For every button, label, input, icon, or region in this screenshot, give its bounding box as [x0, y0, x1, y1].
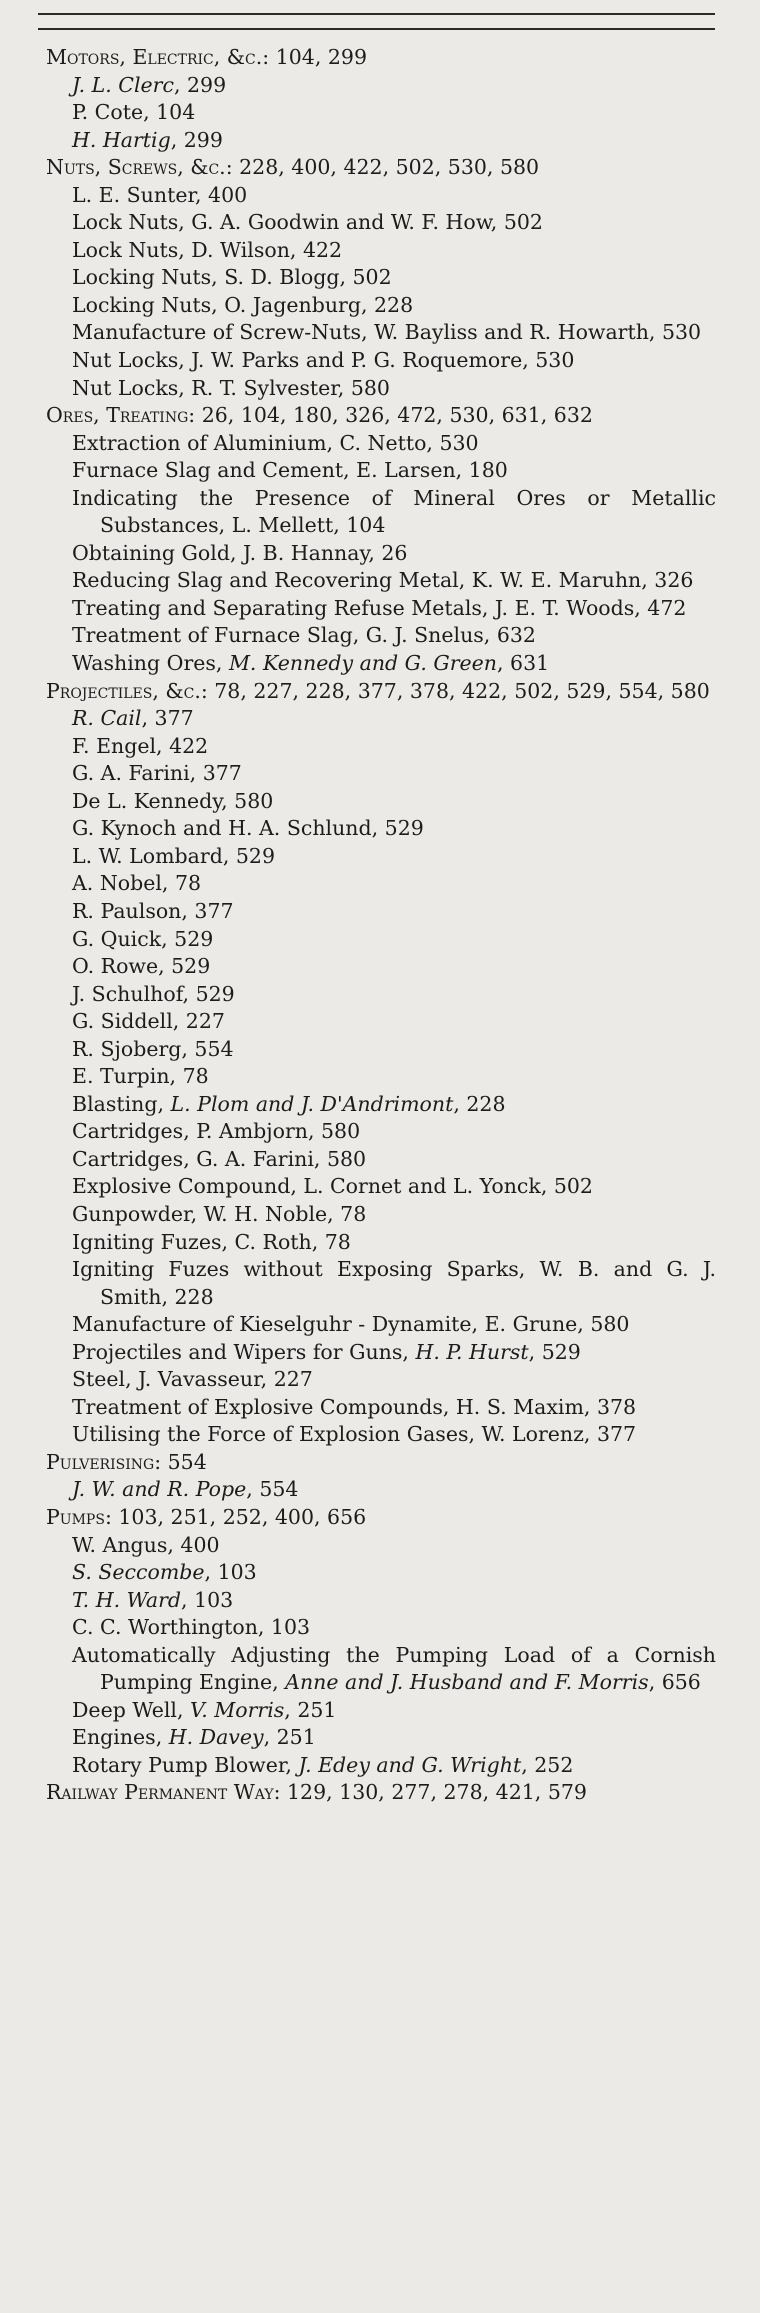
index-entry	[72, 72, 716, 100]
heading-title: Nuts, Screws, &c.	[46, 155, 226, 180]
entry-text: Nut Locks, J. W. Parks and P. G. Roquemore, 530	[72, 348, 575, 373]
index-entry	[72, 375, 716, 403]
index-entry	[72, 1614, 716, 1642]
index-entry	[72, 1063, 716, 1091]
index-entry	[72, 843, 716, 871]
entry-text: Treating and Separating Refuse Metals, J. E. T. Woods, 472	[72, 595, 687, 620]
entry-text: Deep Well,	[72, 1697, 191, 1722]
index-heading	[46, 1504, 716, 1532]
heading-title: Railway Permanent Way	[46, 1780, 274, 1805]
index-entry	[72, 1173, 716, 1201]
index-entry	[72, 347, 716, 375]
entry-text: , 656	[648, 1670, 701, 1695]
entry-text: , 631	[497, 651, 550, 676]
entry-text: Nut Locks, R. T. Sylvester, 580	[72, 375, 390, 400]
entry-text: , 299	[170, 127, 223, 152]
index-entry	[72, 1008, 716, 1036]
entry-text: , 252	[521, 1752, 574, 1777]
entry-author: Anne and J. Husband and F. Morris	[285, 1670, 649, 1695]
entry-text: Projectiles and Wipers for Guns,	[72, 1339, 416, 1364]
index-entry	[72, 1091, 716, 1119]
entry-text: Lock Nuts, G. A. Goodwin and W. F. How, 502	[72, 210, 543, 235]
entry-author: R. Cail	[72, 706, 142, 731]
index-entry	[72, 1229, 716, 1257]
index-entry	[72, 1146, 716, 1174]
index-heading	[46, 1779, 716, 1807]
entry-text: Lock Nuts, D. Wilson, 422	[72, 237, 343, 262]
index-entry	[72, 292, 716, 320]
index-entry	[72, 953, 716, 981]
entry-author: H. Hartig	[72, 127, 171, 152]
entry-text: Utilising the Force of Explosion Gases, W. Lorenz, 377	[72, 1422, 637, 1447]
heading-title: Pulverising	[46, 1449, 155, 1474]
entry-author: L. Plom and J. D'Andrimont	[170, 1091, 454, 1116]
entry-author: J. Edey and G. Wright	[298, 1752, 522, 1777]
heading-pages: : 104, 299	[262, 45, 367, 69]
index-entry	[72, 1256, 716, 1311]
index-entry	[72, 595, 716, 623]
entry-text: Obtaining Gold, J. B. Hannay, 26	[72, 540, 408, 565]
index-entry	[72, 1559, 716, 1587]
entry-text: G. Quick, 529	[72, 926, 214, 951]
index-entry	[72, 650, 716, 678]
entry-text: Explosive Compound, L. Cornet and L. Yonck, 502	[72, 1174, 593, 1199]
entry-text: C. C. Worthington, 103	[72, 1615, 311, 1640]
heading-title: Ores, Treating	[46, 403, 189, 428]
heading-pages: : 228, 400, 422, 502, 530, 580	[225, 155, 540, 180]
entry-text: , 554	[246, 1477, 299, 1502]
index-entry	[72, 1421, 716, 1449]
entry-text: Rotary Pump Blower,	[72, 1752, 299, 1777]
index-entry	[72, 264, 716, 292]
index-entry	[72, 705, 716, 733]
entry-text: Washing Ores,	[72, 651, 229, 676]
entry-text: O. Rowe, 529	[72, 954, 211, 979]
index-heading	[46, 1449, 716, 1477]
entry-author: J. L. Clerc	[72, 72, 174, 97]
entry-text: Blasting,	[72, 1091, 171, 1116]
entry-text: Reducing Slag and Recovering Metal, K. W. E. Maruhn, 326	[72, 568, 694, 593]
index-entry	[72, 1587, 716, 1615]
index-entry	[72, 209, 716, 237]
entry-text: Gunpowder, W. H. Noble, 78	[72, 1201, 367, 1226]
entry-text: G. A. Farini, 377	[72, 761, 242, 786]
entry-text: Treatment of Explosive Compounds, H. S. Maxim, 378	[72, 1394, 637, 1419]
entry-author: S. Seccombe	[72, 1560, 205, 1585]
entry-text: E. Turpin, 78	[72, 1064, 209, 1089]
index-entry	[72, 237, 716, 265]
entry-text: , 251	[263, 1725, 316, 1750]
entry-text: L. E. Sunter, 400	[72, 182, 248, 207]
index-heading	[46, 154, 716, 182]
entry-text: Manufacture of Screw-Nuts, W. Bayliss and R. Howarth, 530	[72, 320, 702, 345]
entry-text: Furnace Slag and Cement, E. Larsen, 180	[72, 458, 508, 483]
index-entry	[72, 1311, 716, 1339]
index-entry	[72, 1724, 716, 1752]
entry-text: , 529	[528, 1339, 581, 1364]
index-entry	[72, 127, 716, 155]
index-entry	[72, 1642, 716, 1697]
index-entry	[72, 1201, 716, 1229]
header-rule-top	[38, 13, 715, 15]
index-entry	[72, 430, 716, 458]
index-entry	[72, 926, 716, 954]
entry-author: T. H. Ward	[72, 1587, 182, 1612]
index-entry	[72, 788, 716, 816]
entry-text: Manufacture of Kieselguhr - Dynamite, E. Grune, 580	[72, 1312, 630, 1337]
entry-text: W. Angus, 400	[72, 1532, 220, 1557]
entry-author: V. Morris	[190, 1697, 285, 1722]
entry-text: , 103	[204, 1560, 257, 1585]
heading-pages: : 129, 130, 277, 278, 421, 579	[273, 1780, 587, 1805]
entry-author: H. P. Hurst	[415, 1339, 529, 1364]
index-entry	[72, 540, 716, 568]
entry-text: Igniting Fuzes, C. Roth, 78	[72, 1229, 351, 1254]
index-heading	[46, 44, 716, 72]
index-entry	[72, 1394, 716, 1422]
entry-text: Engines,	[72, 1725, 169, 1750]
index-entry	[72, 99, 716, 127]
entry-text: P. Cote, 104	[72, 100, 196, 125]
index-heading	[46, 678, 716, 706]
index-entry	[72, 622, 716, 650]
entry-author: H. Davey	[168, 1725, 264, 1750]
index-entry	[72, 1366, 716, 1394]
entry-text: De L. Kennedy, 580	[72, 788, 274, 813]
entry-text: A. Nobel, 78	[72, 871, 202, 896]
index-entry	[72, 1697, 716, 1725]
index-entry	[72, 1339, 716, 1367]
heading-pages: : 554	[154, 1449, 207, 1474]
index-entry	[72, 1752, 716, 1780]
index-entry	[72, 1476, 716, 1504]
entry-author: J. W. and R. Pope	[72, 1477, 247, 1502]
header-rule-bottom	[38, 28, 715, 30]
subject-index	[46, 44, 716, 1807]
entry-text: Steel, J. Vavasseur, 227	[72, 1367, 313, 1392]
entry-text: , 299	[173, 72, 227, 97]
index-entry	[72, 733, 716, 761]
entry-text: , 228	[453, 1091, 506, 1116]
index-entry	[72, 567, 716, 595]
entry-text: G. Kynoch and H. A. Schlund, 529	[72, 816, 424, 841]
entry-text: Locking Nuts, O. Jagenburg, 228	[72, 292, 414, 317]
index-entry	[72, 1118, 716, 1146]
entry-text: Indicating the Presence of Mineral Ores or Metallic Substances, L. Mellett, 104	[72, 485, 716, 538]
heading-title: Motors, Electric, &c.	[46, 45, 263, 69]
entry-text: Igniting Fuzes without Exposing Sparks, W. B. and G. J. Smith, 228	[72, 1257, 716, 1309]
entry-text: F. Engel, 422	[72, 733, 209, 758]
index-entry	[72, 870, 716, 898]
heading-pages: : 103, 251, 252, 400, 656	[104, 1504, 367, 1529]
entry-text: Cartridges, P. Ambjorn, 580	[72, 1119, 361, 1144]
index-entry	[72, 760, 716, 788]
index-entry	[72, 457, 716, 485]
index-entry	[72, 319, 716, 347]
index-entry	[72, 981, 716, 1009]
index-heading	[46, 402, 716, 430]
index-entry	[72, 182, 716, 210]
index-entry	[72, 815, 716, 843]
entry-text: Locking Nuts, S. D. Blogg, 502	[72, 265, 392, 290]
entry-text: , 103	[181, 1587, 234, 1612]
index-entry	[72, 898, 716, 926]
entry-text: R. Sjoberg, 554	[72, 1036, 234, 1061]
entry-author: M. Kennedy and G. Green	[228, 651, 497, 676]
entry-text: Treatment of Furnace Slag, G. J. Snelus, 632	[72, 623, 536, 648]
heading-pages: : 26, 104, 180, 326, 472, 530, 631, 632	[188, 403, 593, 428]
entry-text: , 377	[141, 706, 194, 731]
entry-text: Automatically Adjusting the Pumping Load of a Cornish Pumping Engine,	[72, 1642, 716, 1695]
index-entry	[72, 1036, 716, 1064]
heading-title: Projectiles, &c.	[46, 678, 201, 703]
entry-text: L. W. Lombard, 529	[72, 843, 275, 868]
index-entry	[72, 485, 716, 540]
entry-text: G. Siddell, 227	[72, 1009, 225, 1034]
heading-title: Pumps	[46, 1504, 105, 1529]
entry-text: Extraction of Aluminium, C. Netto, 530	[72, 430, 479, 455]
entry-text: J. Schulhof, 529	[72, 981, 235, 1006]
heading-pages: : 78, 227, 228, 377, 378, 422, 502, 529, 554, 580	[200, 678, 710, 703]
index-entry	[72, 1532, 716, 1560]
entry-text: , 251	[284, 1697, 337, 1722]
entry-text: Cartridges, G. A. Farini, 580	[72, 1146, 367, 1171]
entry-text: R. Paulson, 377	[72, 898, 234, 923]
